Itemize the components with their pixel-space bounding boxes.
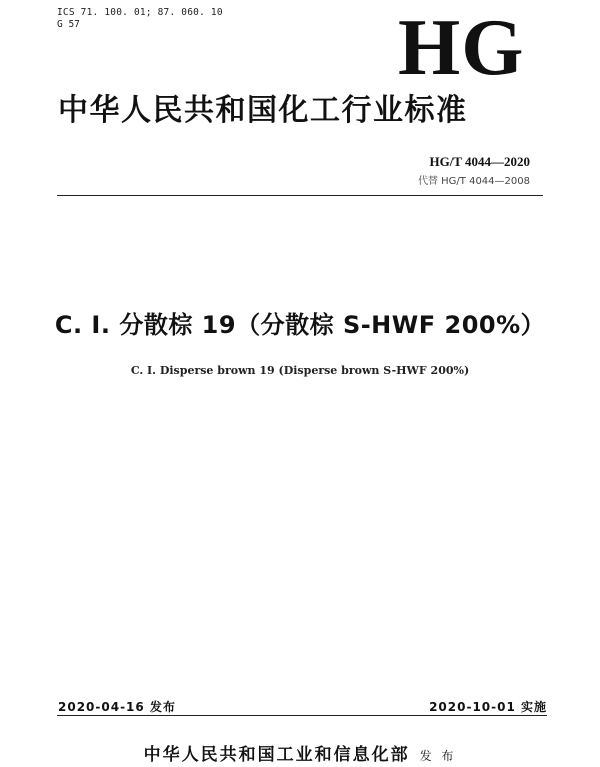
issuer-name: 中华人民共和国工业和信息化部 xyxy=(143,745,410,765)
standard-type-heading: 中华人民共和国化工行业标准 xyxy=(58,93,468,128)
ccs-code: G 57 xyxy=(57,19,80,30)
issue-word: 发 布 xyxy=(419,749,457,763)
issuing-authority xyxy=(0,740,600,765)
standard-number: HG/T 4044—2020 xyxy=(429,154,530,169)
ics-code: ICS 71. 100. 01; 87. 060. 10 xyxy=(57,7,223,18)
header-divider xyxy=(57,195,543,196)
hg-logo: HG xyxy=(398,4,525,92)
document-title-english: C. I. Disperse brown 19 (Disperse brown S-HWF 200%) xyxy=(130,364,470,377)
footer-divider xyxy=(57,715,547,716)
replaces-note: 代替 HG/T 4044—2008 xyxy=(417,176,530,187)
issue-date: 2020-04-16 发布 xyxy=(58,700,176,714)
implementation-date: 2020-10-01 实施 xyxy=(429,700,547,714)
document-title-chinese: C. I. 分散棕 19（分散棕 S-HWF 200%） xyxy=(54,311,546,339)
